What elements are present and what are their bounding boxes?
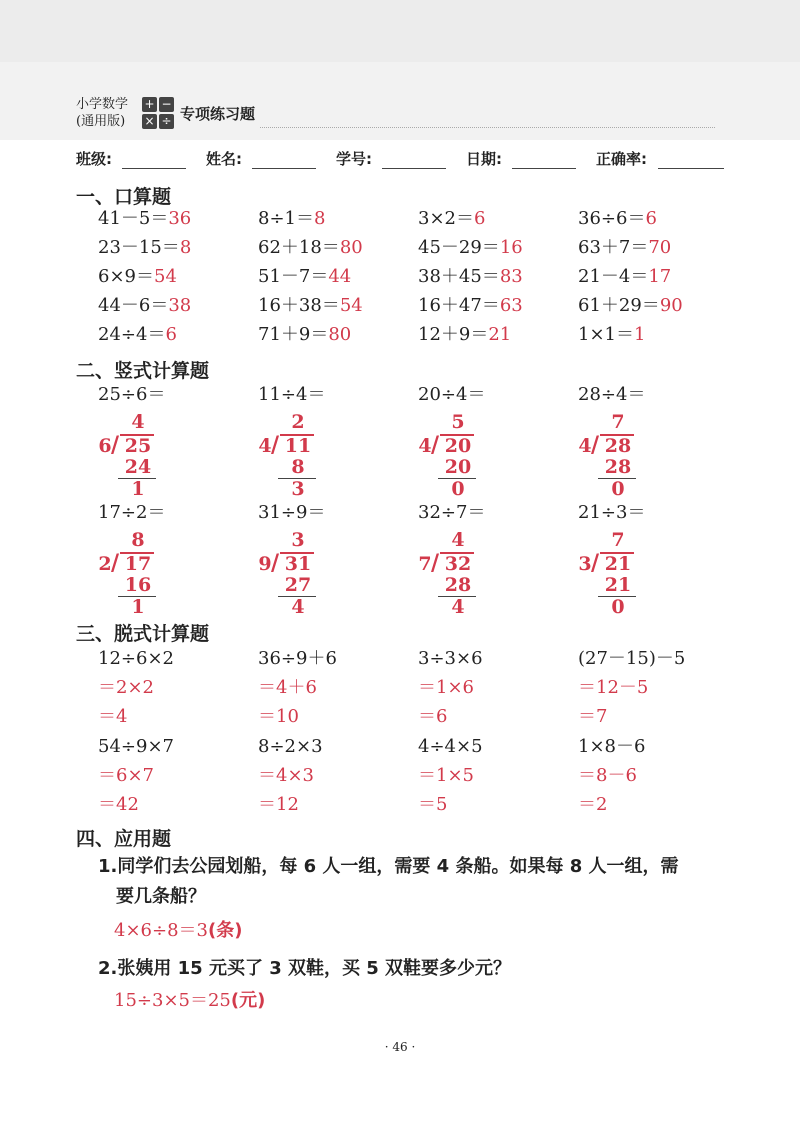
long-division — [258, 410, 368, 500]
oral-question: 36÷6＝ — [578, 208, 646, 229]
oral-item — [258, 266, 351, 288]
oral-answer: 80 — [328, 324, 352, 345]
problem-1-answer — [114, 916, 242, 942]
problem-1-answer-expr: 4×6÷8＝3 — [114, 920, 208, 941]
long-division — [418, 410, 528, 500]
date-label: 日期: — [466, 150, 502, 168]
division-bracket: / — [431, 432, 440, 458]
quotient: 4 — [131, 411, 145, 433]
date-field[interactable] — [512, 168, 576, 169]
oral-item — [98, 324, 177, 346]
division-bracket: / — [271, 432, 280, 458]
division-bracket: / — [591, 550, 600, 576]
long-division — [578, 410, 688, 500]
oral-item — [418, 208, 485, 230]
dividend: 20 — [444, 435, 472, 457]
stepwise-step-2: ＝4 — [98, 706, 128, 727]
oral-answer: 16 — [499, 237, 523, 258]
oral-question: 62＋18＝ — [258, 237, 340, 258]
long-division — [418, 528, 528, 618]
oral-question: 16＋47＝ — [418, 295, 500, 316]
oral-answer: 17 — [648, 266, 672, 287]
product: 28 — [444, 574, 472, 596]
problem-1-line-2: 要几条船？ — [116, 886, 206, 907]
section-oral-title: 一、口算题 — [76, 186, 172, 208]
oral-answer: 8 — [179, 237, 192, 258]
stepwise-question: 12÷6×2 — [98, 648, 174, 669]
oral-question: 8÷1＝ — [258, 208, 314, 229]
stepwise-step-1: ＝4×3 — [258, 765, 314, 786]
divisor: 2 — [98, 553, 112, 575]
product: 24 — [124, 456, 152, 478]
dividend: 31 — [284, 553, 312, 575]
stepwise-step-2: ＝5 — [418, 794, 448, 815]
divisor: 4 — [418, 435, 432, 457]
problem-1-answer-unit: (条) — [207, 920, 243, 941]
product: 16 — [124, 574, 152, 596]
division-bracket: / — [271, 550, 280, 576]
oral-answer: 8 — [314, 208, 326, 229]
oral-answer: 21 — [488, 324, 512, 345]
oral-answer: 38 — [168, 295, 192, 316]
oral-item — [578, 237, 671, 259]
oral-answer: 6 — [474, 208, 486, 229]
brand-line-1: 小学数学 — [76, 97, 129, 112]
oral-answer: 83 — [499, 266, 523, 287]
stepwise-step-1: ＝12－5 — [578, 677, 649, 698]
oral-question: 1×1＝ — [578, 324, 634, 345]
product: 8 — [291, 456, 305, 478]
name-label: 姓名: — [206, 150, 242, 168]
stepwise-question: 8÷2×3 — [258, 736, 323, 757]
stepwise-step-1: ＝4＋6 — [258, 677, 317, 698]
long-division — [98, 410, 208, 500]
dividend: 17 — [124, 553, 152, 575]
oral-answer: 63 — [499, 295, 523, 316]
division-bracket: / — [111, 550, 120, 576]
oral-question: 71＋9＝ — [258, 324, 329, 345]
oral-answer: 54 — [154, 266, 177, 287]
oral-question: 21－4＝ — [578, 266, 649, 287]
student-id-label: 学号: — [336, 150, 372, 168]
stepwise-step-2: ＝6 — [418, 706, 448, 727]
accuracy-label: 正确率: — [596, 150, 647, 168]
oral-item — [258, 237, 363, 259]
dividend: 28 — [604, 435, 632, 457]
remainder: 3 — [291, 478, 305, 500]
accuracy-field[interactable] — [658, 168, 724, 169]
oral-answer: 6 — [165, 324, 177, 345]
dividend: 32 — [444, 553, 472, 575]
name-field[interactable] — [252, 168, 316, 169]
operators-logo-icon — [142, 97, 174, 129]
minus-icon: − — [159, 97, 174, 112]
remainder: 1 — [131, 478, 145, 500]
long-division — [578, 528, 688, 618]
stepwise-step-2: ＝12 — [258, 794, 299, 815]
remainder: 4 — [291, 596, 305, 618]
header-rule — [260, 127, 715, 128]
division-bracket: / — [431, 550, 440, 576]
oral-question: 12＋9＝ — [418, 324, 489, 345]
stepwise-question: 3÷3×6 — [418, 648, 483, 669]
division-question: 28÷4＝ — [578, 384, 646, 405]
section-stepwise-title: 三、脱式计算题 — [76, 623, 210, 645]
stepwise-step-2: ＝2 — [578, 794, 608, 815]
stepwise-step-1: ＝1×6 — [418, 677, 474, 698]
quotient: 7 — [611, 529, 625, 551]
division-question: 21÷3＝ — [578, 502, 646, 523]
quotient: 2 — [291, 411, 305, 433]
class-label: 班级: — [76, 150, 112, 168]
division-question: 20÷4＝ — [418, 384, 486, 405]
book-title: 专项练习题 — [180, 105, 256, 123]
oral-item — [98, 208, 191, 230]
oral-answer: 70 — [648, 237, 672, 258]
oral-answer: 36 — [168, 208, 192, 229]
oral-question: 23－15＝ — [98, 237, 180, 258]
stepwise-step-1: ＝1×5 — [418, 765, 474, 786]
page-number: · 46 · — [384, 1040, 416, 1054]
stepwise-step-2: ＝7 — [578, 706, 608, 727]
section-vertical-title: 二、竖式计算题 — [76, 360, 210, 382]
oral-question: 61＋29＝ — [578, 295, 660, 316]
remainder: 4 — [451, 596, 465, 618]
oral-item — [98, 237, 191, 259]
problem-2-text — [98, 954, 738, 984]
quotient: 4 — [451, 529, 465, 551]
remainder: 0 — [611, 596, 625, 618]
dividend: 11 — [284, 435, 312, 457]
divisor: 6 — [98, 435, 112, 457]
oral-question: 38＋45＝ — [418, 266, 500, 287]
oral-item — [418, 237, 523, 259]
division-question: 17÷2＝ — [98, 502, 166, 523]
brand-label — [76, 96, 128, 130]
remainder: 0 — [611, 478, 625, 500]
oral-item — [578, 266, 671, 288]
oral-question: 24÷4＝ — [98, 324, 166, 345]
division-question: 31÷9＝ — [258, 502, 326, 523]
dividend: 25 — [124, 435, 152, 457]
section-word-problems-title: 四、应用题 — [76, 828, 172, 850]
oral-question: 63＋7＝ — [578, 237, 649, 258]
oral-question: 51－7＝ — [258, 266, 329, 287]
oral-answer: 54 — [339, 295, 363, 316]
oral-item — [578, 208, 657, 230]
stepwise-step-1: ＝8－6 — [578, 765, 637, 786]
oral-item — [258, 208, 325, 230]
division-bracket: / — [111, 432, 120, 458]
oral-question: 41－5＝ — [98, 208, 169, 229]
stepwise-question: (27－15)－5 — [578, 648, 686, 669]
stepwise-question: 4÷4×5 — [418, 736, 483, 757]
oral-question: 44－6＝ — [98, 295, 169, 316]
oral-question: 6×9＝ — [98, 266, 154, 287]
divisor: 7 — [418, 553, 432, 575]
oral-item — [418, 266, 523, 288]
brand-line-2: (通用版) — [76, 114, 126, 129]
oral-item — [418, 324, 511, 346]
stepwise-question: 36÷9＋6 — [258, 648, 337, 669]
problem-2-line-1: 2.张姨用 15 元买了 3 双鞋，买 5 双鞋要多少元？ — [98, 958, 512, 979]
product: 27 — [284, 574, 312, 596]
divisor: 4 — [258, 435, 272, 457]
stepwise-step-1: ＝2×2 — [98, 677, 154, 698]
problem-2-answer — [114, 986, 265, 1012]
divisor: 4 — [578, 435, 592, 457]
long-division — [258, 528, 368, 618]
oral-item — [98, 266, 177, 288]
oral-question: 3×2＝ — [418, 208, 474, 229]
remainder: 1 — [131, 596, 145, 618]
division-question: 25÷6＝ — [98, 384, 166, 405]
stepwise-question: 1×8－6 — [578, 736, 646, 757]
oral-item — [258, 295, 363, 317]
product: 21 — [604, 574, 632, 596]
division-bracket: / — [591, 432, 600, 458]
divide-icon: ÷ — [159, 114, 174, 129]
quotient: 8 — [131, 529, 145, 551]
divisor: 9 — [258, 553, 272, 575]
oral-item — [578, 295, 683, 317]
quotient: 3 — [291, 529, 305, 551]
product: 28 — [604, 456, 632, 478]
top-band — [0, 0, 800, 62]
oral-item — [98, 295, 191, 317]
problem-1-line-1: 1.同学们去公园划船，每 6 人一组，需要 4 条船。如果每 8 人一组，需 — [98, 856, 679, 877]
stepwise-step-1: ＝6×7 — [98, 765, 154, 786]
quotient: 5 — [451, 411, 465, 433]
divisor: 3 — [578, 553, 592, 575]
dividend: 21 — [604, 553, 632, 575]
oral-question: 45－29＝ — [418, 237, 500, 258]
oral-item — [578, 324, 645, 346]
oral-answer: 6 — [645, 208, 657, 229]
quotient: 7 — [611, 411, 625, 433]
problem-2-answer-unit: (元) — [230, 990, 266, 1011]
division-question: 11÷4＝ — [258, 384, 326, 405]
oral-item — [258, 324, 351, 346]
plus-icon: + — [142, 97, 157, 112]
student-id-field[interactable] — [382, 168, 446, 169]
problem-2-answer-expr: 15÷3×5＝25 — [114, 990, 231, 1011]
class-field[interactable] — [122, 168, 186, 169]
stepwise-step-2: ＝10 — [258, 706, 299, 727]
stepwise-step-2: ＝42 — [98, 794, 139, 815]
oral-answer: 1 — [634, 324, 646, 345]
times-icon: × — [142, 114, 157, 129]
oral-answer: 44 — [328, 266, 352, 287]
oral-item — [418, 295, 523, 317]
oral-question: 16＋38＝ — [258, 295, 340, 316]
product: 20 — [444, 456, 472, 478]
remainder: 0 — [451, 478, 465, 500]
stepwise-question: 54÷9×7 — [98, 736, 174, 757]
oral-answer: 90 — [659, 295, 683, 316]
long-division — [98, 528, 208, 618]
problem-1-text — [98, 852, 738, 912]
division-question: 32÷7＝ — [418, 502, 486, 523]
oral-answer: 80 — [339, 237, 363, 258]
